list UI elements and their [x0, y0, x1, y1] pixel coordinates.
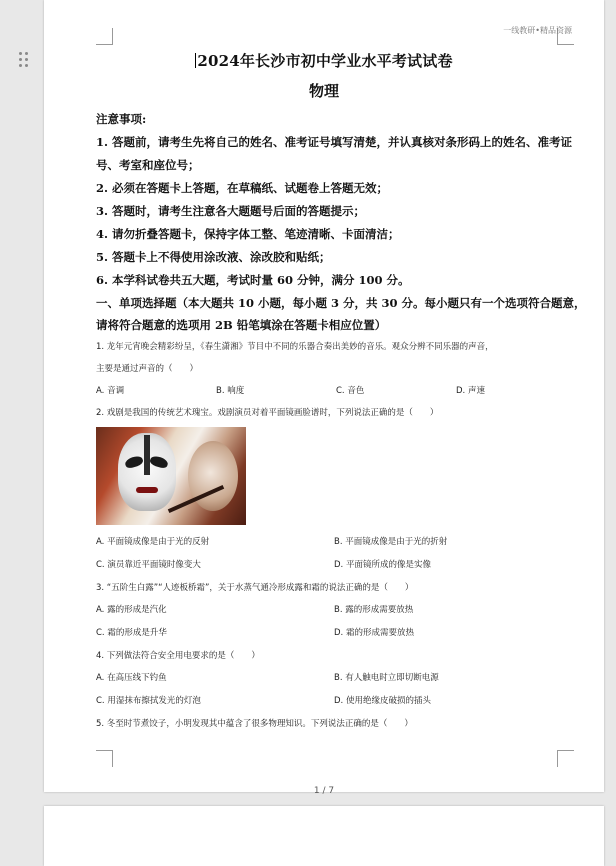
- face-paint-stripe: [144, 435, 150, 475]
- margin-corner-top-left: [96, 28, 113, 45]
- option-c: C. 霜的形成是升华: [96, 628, 167, 638]
- page-title[interactable]: [44, 50, 604, 71]
- document-page: [44, 0, 604, 796]
- option-d: D. 使用绝缘皮破损的插头: [334, 696, 431, 706]
- option-a: A. 音调: [96, 386, 125, 396]
- option-c: C. 用湿抹布擦拭发光的灯泡: [96, 696, 201, 706]
- section-heading-cont: 请将符合题意的选项用 2B 铅笔填涂在答题卡相应位置）: [96, 318, 387, 332]
- option-a: A. 露的形成是汽化: [96, 605, 167, 615]
- question-4: [96, 645, 586, 713]
- margin-corner-bottom-left: [96, 750, 113, 767]
- option-c: C. 演员靠近平面镜时像变大: [96, 560, 201, 570]
- notice-item: 6. 本学科试卷共五大题，考试时量 60 分钟，满分 100 分。: [96, 273, 410, 287]
- question-3: [96, 577, 586, 645]
- option-b: B. 有人触电时立即切断电源: [334, 673, 439, 683]
- question-stem: 3. “五阶生白露”“人迹板桥霜”，关于水蒸气通冷形成露和霜的说法正确的是（ ）: [96, 583, 414, 593]
- next-page: [44, 806, 604, 866]
- section-heading: 一、单项选择题（本大题共 10 小题，每小题 3 分，共 30 分。每小题只有一个选项符合题意，: [96, 296, 586, 310]
- option-b: B. 响度: [216, 386, 245, 396]
- notice-heading: 注意事项:: [96, 112, 147, 126]
- option-c: C. 音色: [336, 386, 365, 396]
- option-b: B. 平面镜成像是由于光的折射: [334, 537, 448, 547]
- question-stem: 5. 冬至时节煮饺子，小明发现其中蕴含了很多物理知识。下列说法正确的是（ ）: [96, 719, 413, 729]
- question-stem: 2. 戏剧是我国的传统艺术瑰宝。戏剧演员对着平面镜画脸谱时，下列说法正确的是（ ）: [96, 408, 439, 418]
- notice-block: [96, 108, 586, 292]
- options-row: [96, 380, 586, 402]
- title-text: 2024年长沙市初中学业水平考试试卷: [197, 52, 453, 70]
- option-b: B. 露的形成需要放热: [334, 605, 414, 615]
- option-d: D. 平面镜所成的像是实像: [334, 560, 431, 570]
- notice-item: 2. 必须在答题卡上答题，在草稿纸、试题卷上答题无效；: [96, 181, 389, 195]
- option-a: A. 平面镜成像是由于光的反射: [96, 537, 210, 547]
- option-d: D. 声速: [456, 386, 485, 396]
- drag-handle-icon[interactable]: [19, 52, 29, 68]
- question-1: [96, 336, 586, 402]
- margin-corner-bottom-right: [557, 750, 574, 767]
- options-grid: [96, 599, 586, 645]
- option-d: D. 霜的形成需要放热: [334, 628, 414, 638]
- page-number: 1 / 7: [313, 786, 335, 796]
- face-paint-mouth: [136, 487, 158, 493]
- option-a: A. 在高压线下钓鱼: [96, 673, 167, 683]
- options-grid: [96, 667, 586, 713]
- notice-item: 3. 答题时，请考生注意各大题题号后面的答题提示；: [96, 204, 366, 218]
- question-stem: 1. 龙年元宵晚会精彩纷呈，《春生潇湘》节目中不同的乐器合奏出美妙的音乐。观众分辨不同乐器的声音，: [96, 342, 494, 352]
- notice-item: 4. 请勿折叠答题卡，保持字体工整、笔迹清晰、卡面清洁；: [96, 227, 400, 241]
- header-watermark: 一线教研•精品资源: [503, 26, 572, 35]
- opera-mask-photo: [96, 427, 246, 525]
- question-stem-cont: 主要是通过声音的（ ）: [96, 364, 199, 374]
- subject-title: 物理: [308, 82, 339, 100]
- page-content: [96, 108, 586, 735]
- options-grid: [96, 531, 586, 577]
- notice-item: 1. 答题前，请考生先将自己的姓名、准考证号填写清楚，并认真核对条形码上的姓名、准考证号、考室和座位号；: [96, 135, 573, 172]
- question-stem: 4. 下列做法符合安全用电要求的是（ ）: [96, 651, 260, 661]
- question-5: [96, 713, 586, 735]
- question-2: [96, 402, 586, 577]
- notice-item: 5. 答题卡上不得使用涂改液、涂改胶和贴纸；: [96, 250, 331, 264]
